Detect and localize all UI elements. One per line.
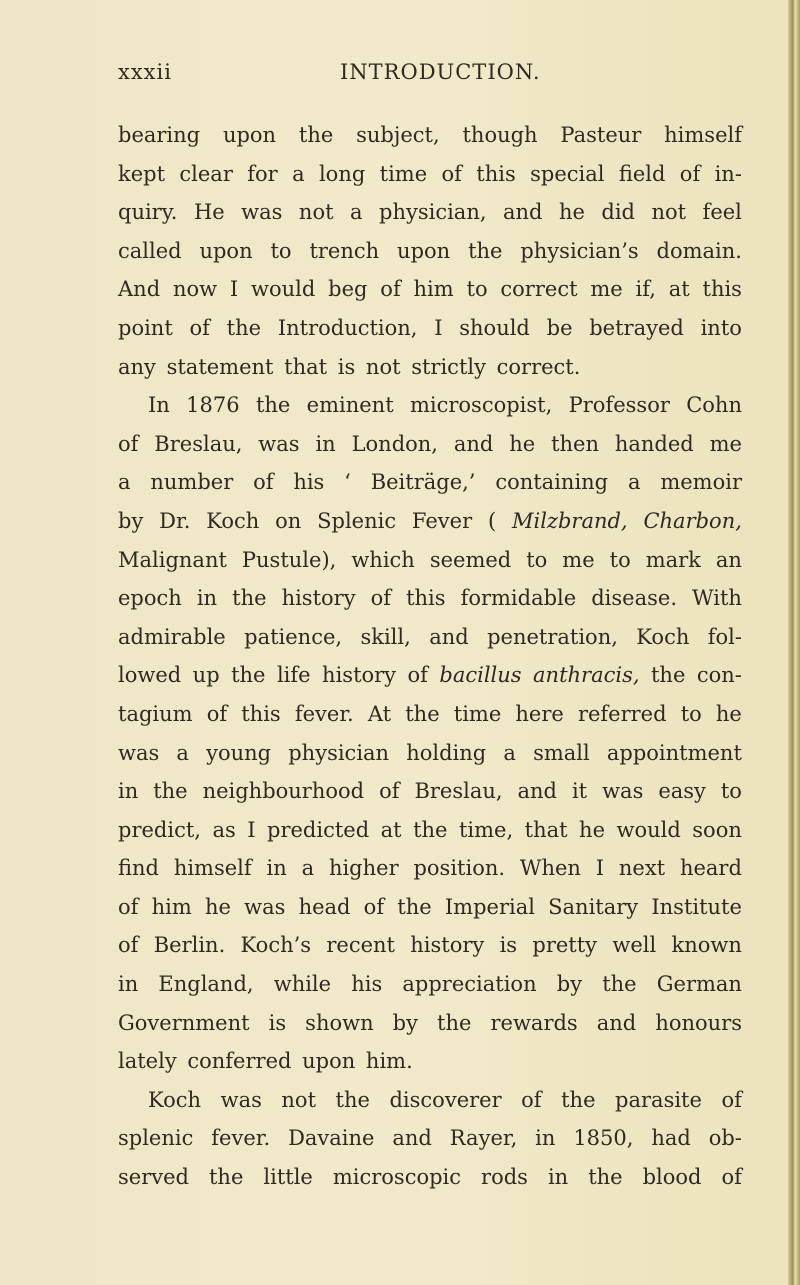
text-line: kept clear for a long time of this special field of in-: [118, 161, 742, 186]
text-line: admirable patience, skill, and penetration, Koch fol-: [118, 624, 742, 649]
page-number: xxxii: [118, 60, 172, 84]
text-line: bearing upon the subject, though Pasteur himself: [118, 123, 742, 147]
text-line: In 1876 the eminent microscopist, Professor Cohn: [148, 393, 742, 418]
text-line: predict, as I predicted at the time, that he would soon: [118, 817, 742, 842]
text-line: of Berlin. Koch’s recent history is pretty well known: [118, 933, 742, 958]
text-line: any statement that is not strictly correct.: [118, 354, 581, 379]
page-edge: [788, 0, 800, 1285]
text-line: splenic fever. Davaine and Rayer, in 1850, had ob-: [118, 1126, 742, 1151]
text-line: was a young physician holding a small appointment: [118, 740, 742, 765]
text-line: Government is shown by the rewards and honours: [118, 1010, 742, 1035]
text-line: in the neighbourhood of Breslau, and it was easy to: [118, 779, 742, 804]
text-line: quiry. He was not a physician, and he did not feel: [118, 200, 742, 225]
text-line: find himself in a higher position. When I next heard: [118, 856, 742, 881]
body-text: [118, 116, 742, 1197]
text-line: in England, while his appreciation by the German: [118, 972, 742, 997]
running-head: INTRODUCTION.: [340, 60, 541, 84]
text-line: Malignant Pustule), which seemed to me to mark an: [118, 547, 742, 572]
text-line: called upon to trench upon the physician’s domain.: [118, 238, 742, 263]
text-line: tagium of this fever. At the time here referred to he: [118, 701, 742, 726]
text-line: lately conferred upon him.: [118, 1049, 413, 1074]
text-line: by Dr. Koch on Splenic Fever ( Milzbrand, Charbon,: [118, 508, 742, 533]
page-header: [118, 60, 738, 90]
text-line: of him he was head of the Imperial Sanitary Institute: [118, 894, 742, 919]
text-line: epoch in the history of this formidable disease. With: [118, 586, 742, 611]
text-line: Koch was not the discoverer of the parasite of: [148, 1087, 742, 1112]
text-line: lowed up the life history of bacillus anthracis, the con-: [118, 663, 742, 688]
text-line: a number of his ‘ Beiträge,’ containing a memoir: [118, 470, 742, 495]
text-line: of Breslau, was in London, and he then handed me: [118, 431, 742, 456]
text-line: And now I would beg of him to correct me if, at this: [118, 277, 742, 302]
text-line: served the little microscopic rods in the blood of: [118, 1165, 742, 1190]
text-line: point of the Introduction, I should be betrayed into: [118, 315, 742, 340]
